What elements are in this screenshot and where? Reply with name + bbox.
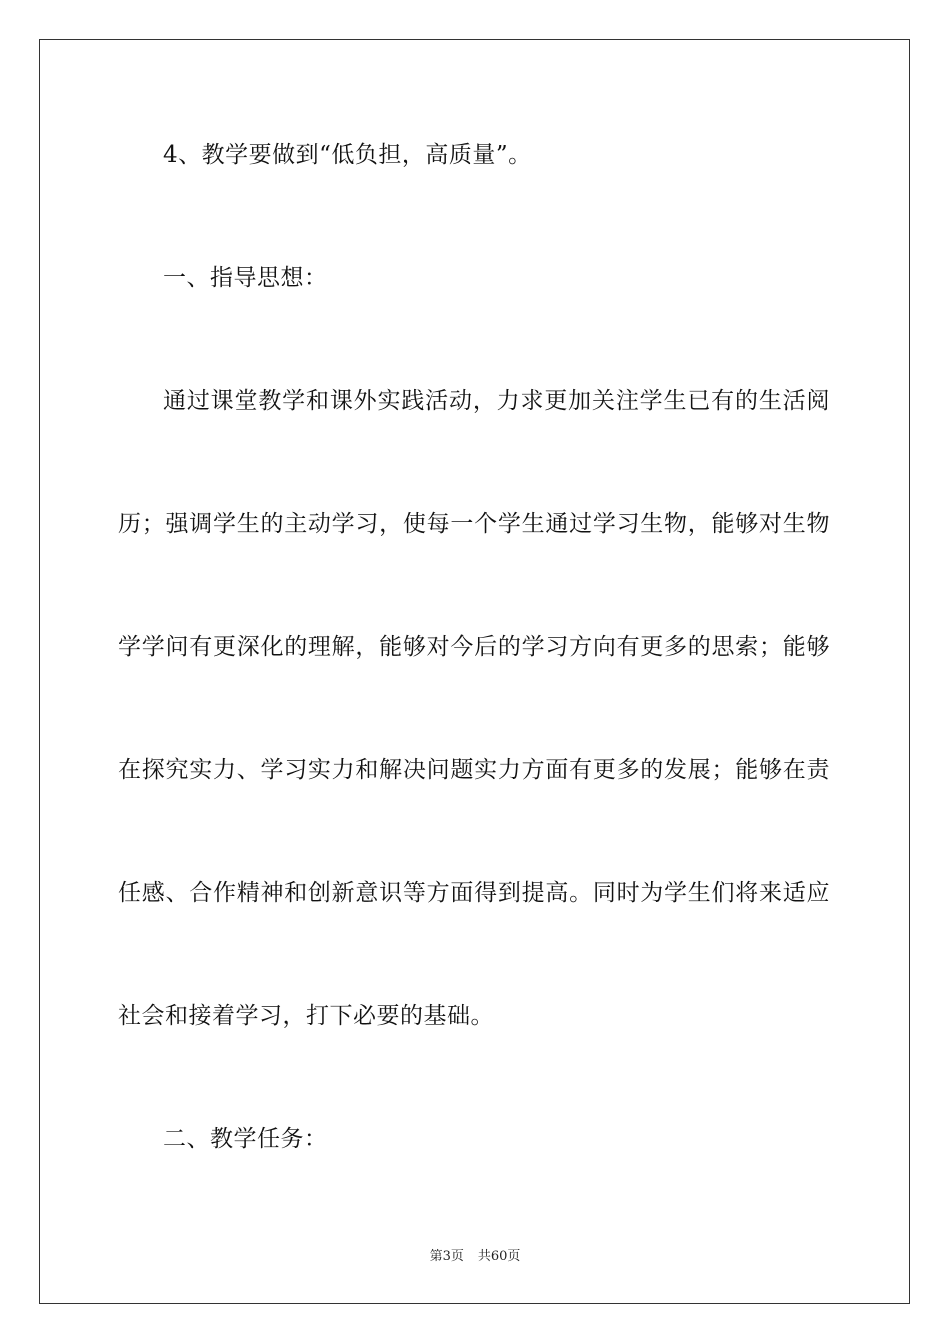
- paragraph-line: 社会和接着学习，打下必要的基础。: [118, 1003, 494, 1029]
- paragraph-line: 任感、合作精神和创新意识等方面得到提高。同时为学生们将来适应: [118, 880, 830, 906]
- page-total: 共60页: [477, 1249, 521, 1264]
- paragraph-item-4: 4、教学要做到“低负担，高质量”。: [163, 142, 532, 168]
- paragraph-line: 通过课堂教学和课外实践活动，力求更加关注学生已有的生活阅: [163, 388, 830, 414]
- section-heading-teaching-tasks: 二、教学任务：: [163, 1126, 328, 1152]
- paragraph-line: 在探究实力、学习实力和解决问题实力方面有更多的发展；能够在责: [118, 757, 830, 783]
- page-footer: [0, 1248, 950, 1266]
- section-heading-guiding-thought: 一、指导思想：: [163, 265, 328, 291]
- paragraph-line: 学学问有更深化的理解，能够对今后的学习方向有更多的思索；能够: [118, 634, 830, 660]
- page-number: 第3页: [429, 1249, 464, 1264]
- paragraph-line: 历；强调学生的主动学习，使每一个学生通过学习生物，能够对生物: [118, 511, 830, 537]
- page-border: [39, 39, 910, 1304]
